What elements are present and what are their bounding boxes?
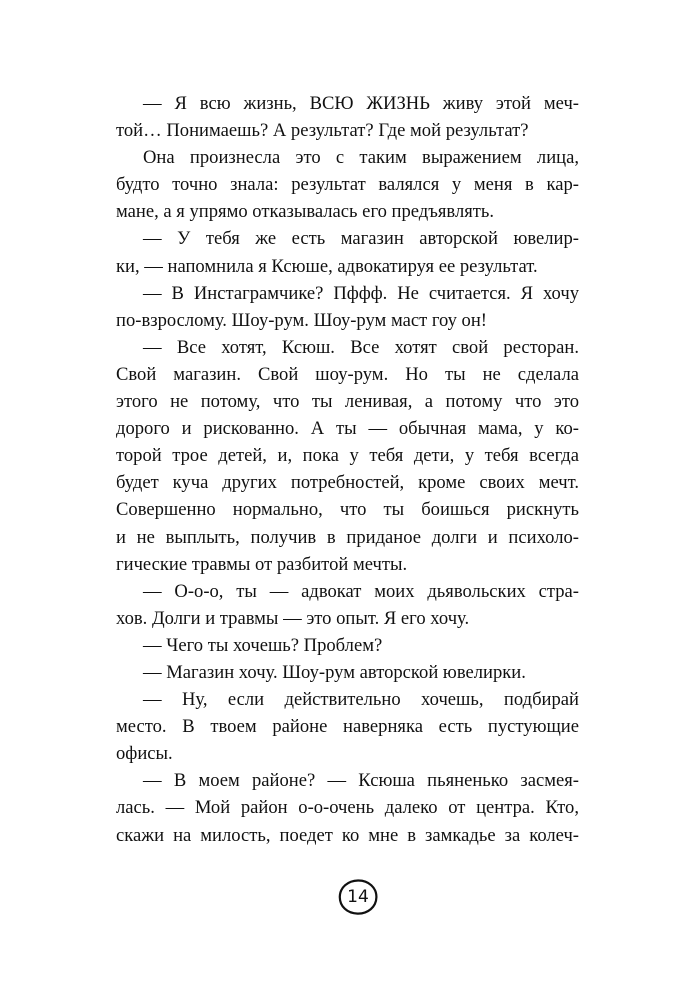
text-line: — Все хотят, Ксюш. Все хотят свой ресторан. — [143, 336, 579, 358]
page-text — [116, 90, 579, 849]
text-line: — О-о-о, ты — адвокат моих дьявольских стра- — [143, 580, 579, 602]
text-line: — В моем районе? — Ксюша пьяненько засмея- — [143, 770, 579, 792]
text-line: мане, а я упрямо отказывалась его предъявлять. — [116, 201, 495, 223]
text-line: дорого и рискованно. А ты — обычная мама, у ко- — [116, 418, 579, 440]
text-line: этого не потому, что ты ленивая, а потому что это — [116, 391, 579, 413]
text-line: по-взрослому. Шоу-рум. Шоу-рум маст гоу он! — [116, 309, 488, 331]
text-line: Свой магазин. Свой шоу-рум. Но ты не сделала — [116, 363, 579, 385]
text-line: — У тебя же есть магазин авторской ювелир- — [143, 228, 579, 250]
text-line: скажи на милость, поедет ко мне в замкадье за колеч- — [116, 824, 579, 846]
page-number — [337, 878, 379, 916]
text-line: будто точно знала: результат валялся у меня в кар- — [116, 174, 579, 196]
text-line: и не выплыть, получив в приданое долги и психоло- — [116, 526, 579, 548]
text-line: ки, — напомнила я Ксюше, адвокатируя ее результат. — [116, 255, 538, 277]
text-line: хов. Долги и травмы — это опыт. Я его хочу. — [116, 607, 470, 629]
text-line: — Я всю жизнь, ВСЮ ЖИЗНЬ живу этой меч- — [143, 93, 579, 114]
text-line: — Магазин хочу. Шоу-рум авторской ювелирки. — [143, 661, 526, 683]
text-line: гические травмы от разбитой мечты. — [116, 553, 408, 575]
text-line: — Чего ты хочешь? Проблем? — [143, 634, 383, 656]
text-line: той… Понимаешь? А результат? Где мой результат? — [116, 120, 529, 142]
text-line: будет куча других потребностей, кроме своих мечт. — [116, 472, 579, 494]
text-line: Совершенно нормально, что ты боишься рискнуть — [116, 499, 579, 521]
text-line: лась. — Мой район о-о-очень далеко от центра. Кто, — [116, 797, 579, 819]
text-line: офисы. — [116, 743, 173, 765]
text-line: торой трое детей, и, пока у тебя дети, у тебя всегда — [116, 445, 579, 467]
text-line: — В Инстаграмчике? Пффф. Не считается. Я хочу — [143, 282, 579, 304]
text-line: Она произнесла это с таким выражением лица, — [143, 147, 579, 169]
text-line: место. В твоем районе наверняка есть пустующие — [116, 716, 579, 738]
page-number-label: 14 — [347, 887, 369, 907]
text-line: — Ну, если действительно хочешь, подбирай — [143, 689, 579, 711]
